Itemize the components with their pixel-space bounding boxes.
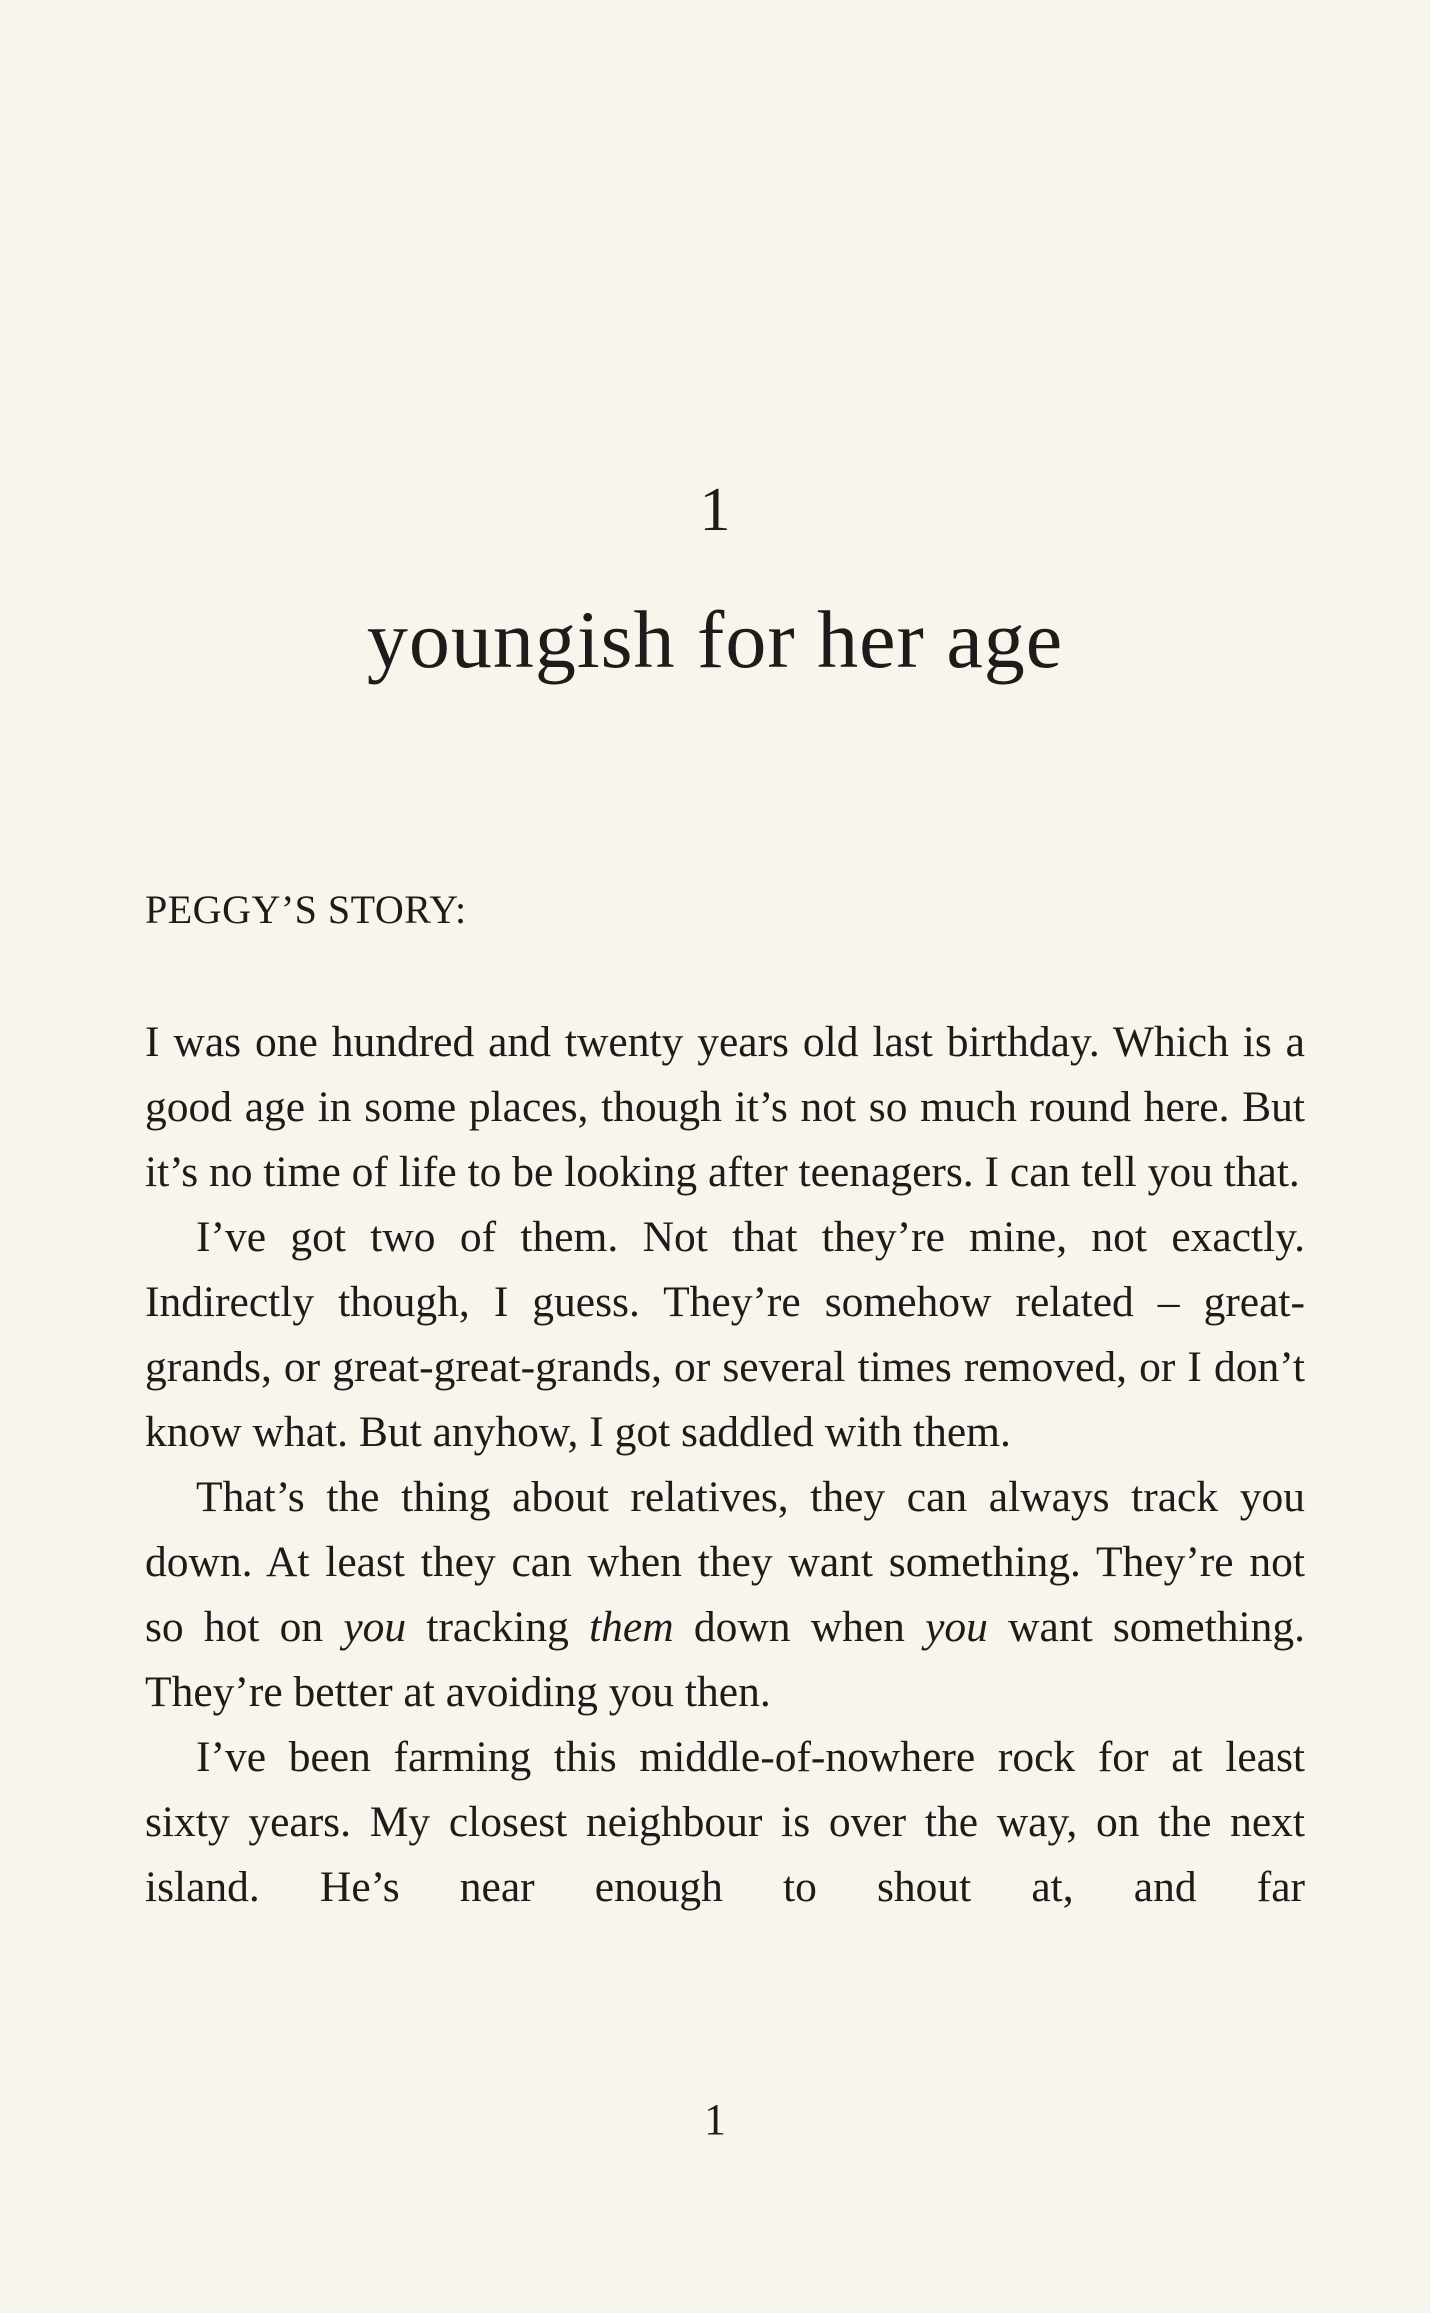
paragraph-1: I was one hundred and twenty years old last birthday. Which is a good age in some places, though it’s not so much round here. But it’s no time of life to be looking after teenagers. I can tell you that. <box>145 1018 1305 1196</box>
paragraph-3-text-3: down when <box>673 1603 926 1651</box>
paragraph-2: I’ve got two of them. Not that they’re mine, not exactly. Indirectly though, I guess. They’re somehow related – great-grands, or great-great-grands, or several times removed, or I don’t know what. But anyhow, I got saddled with them. <box>145 1213 1305 1456</box>
body-text <box>145 1010 1305 1920</box>
page-number: 1 <box>704 2095 726 2144</box>
story-heading: PEGGY’S STORY: <box>145 887 467 932</box>
paragraph-4: I’ve been farming this middle-of-nowhere rock for at least sixty years. My closest neighbour is over the way, on the next island. He’s near enough to shout at, and far <box>145 1733 1305 1911</box>
paragraph-3-text-2: tracking <box>406 1603 590 1651</box>
paragraph-3 <box>145 1465 1305 1725</box>
paragraph-3-emphasis-2: them <box>589 1603 674 1651</box>
paragraph-3-text-1: That’s the thing about relatives, they can always track you down. At least they can when they want something. They’re not so hot on <box>145 1473 1305 1651</box>
paragraph-3-text-4: want something. They’re better at avoiding you then. <box>145 1603 1306 1716</box>
chapter-number: 1 <box>699 476 731 544</box>
paragraph-3-emphasis-1: you <box>343 1603 407 1651</box>
paragraph-3-emphasis-3: you <box>925 1603 988 1651</box>
chapter-title: youngish for her age <box>366 594 1064 685</box>
